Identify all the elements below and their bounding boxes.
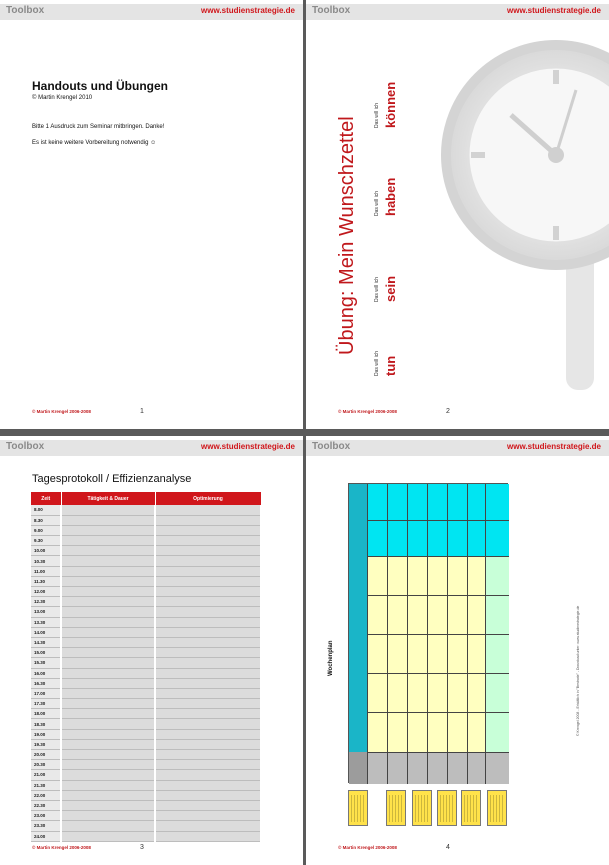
page-header [306,440,609,456]
grid-green-area [485,556,509,752]
note-card [348,790,368,826]
activity-cell[interactable] [61,546,155,556]
page-1[interactable] [0,0,303,429]
table-row [31,709,261,719]
note-card [437,790,457,826]
time-cell: 10.30 [31,556,61,566]
day-log-rows [31,505,261,841]
time-cell: 11.30 [31,576,61,586]
activity-cell[interactable] [61,811,155,821]
time-cell: 16.30 [31,678,61,688]
page-number: 2 [446,408,450,415]
page-footer: © Martin Krengel 2006-2008 [338,845,397,850]
optimization-cell[interactable] [155,637,261,647]
column-header-activity: Tätigkeit & Dauer [61,492,155,505]
activity-cell[interactable] [61,790,155,800]
optimization-cell[interactable] [155,780,261,790]
activity-cell[interactable] [61,627,155,637]
time-cell: 15.00 [31,648,61,658]
activity-cell[interactable] [61,760,155,770]
grid-row-line [367,520,509,521]
time-cell: 22.30 [31,800,61,810]
side-note: © Krengel 2008 - Erhältlich in "Bestnote" - Download unter: www.studienstrategie.de [576,605,580,736]
instruction-line: Es ist keine weitere Vorbereitung notwendig ☺ [32,140,157,146]
grid-day-labels [367,752,509,784]
page-title: Tagesprotokoll / Effizienzanalyse [32,473,192,485]
optimization-cell[interactable] [155,811,261,821]
optimization-cell[interactable] [155,607,261,617]
wish-item-haben [374,178,398,216]
table-row [31,658,261,668]
table-row [31,760,261,770]
page-footer: © Martin Krengel 2006-2008 [32,409,91,414]
table-row [31,536,261,546]
ship-wheel-clock-illustration [416,20,609,400]
time-cell: 11.00 [31,566,61,576]
grid-row-line [367,556,509,557]
activity-cell[interactable] [61,709,155,719]
optimization-cell[interactable] [155,525,261,535]
activity-cell[interactable] [61,607,155,617]
table-row [31,515,261,525]
optimization-cell[interactable] [155,688,261,698]
table-row [31,668,261,678]
note-card [412,790,432,826]
wish-prompt: Das will ich [374,350,380,376]
activity-cell[interactable] [61,821,155,831]
time-cell: 15.30 [31,658,61,668]
table-row [31,800,261,810]
table-row [31,597,261,607]
activity-cell[interactable] [61,617,155,627]
time-cell: 20.00 [31,750,61,760]
optimization-cell[interactable] [155,566,261,576]
table-row [31,648,261,658]
table-row [31,699,261,709]
optimization-cell[interactable] [155,719,261,729]
table-row [31,587,261,597]
page-header [306,4,609,20]
optimization-cell[interactable] [155,750,261,760]
grid-row-line [367,673,509,674]
optimization-cell[interactable] [155,699,261,709]
time-cell: 9.30 [31,536,61,546]
optimization-cell[interactable] [155,800,261,810]
activity-cell[interactable] [61,556,155,566]
wish-item-koennen [374,82,398,128]
time-cell: 19.00 [31,729,61,739]
activity-cell[interactable] [61,831,155,841]
optimization-cell[interactable] [155,729,261,739]
time-cell: 8.30 [31,515,61,525]
optimization-cell[interactable] [155,576,261,586]
optimization-cell[interactable] [155,770,261,780]
wish-item-tun [374,351,398,376]
time-cell: 12.30 [31,597,61,607]
optimization-cell[interactable] [155,597,261,607]
day-log-table [31,492,262,842]
toolbox-label: Toolbox [312,5,351,16]
optimization-cell[interactable] [155,658,261,668]
optimization-cell[interactable] [155,739,261,749]
table-row [31,739,261,749]
optimization-cell[interactable] [155,760,261,770]
column-header-optimization: Optimierung [155,492,261,505]
page-4[interactable] [306,436,609,865]
table-row [31,811,261,821]
time-cell: 22.00 [31,790,61,800]
wish-word: haben [383,177,398,216]
time-cell: 17.00 [31,688,61,698]
wish-word: können [383,81,398,128]
page-2[interactable] [306,0,609,429]
optimization-cell[interactable] [155,627,261,637]
table-row [31,678,261,688]
table-row [31,576,261,586]
time-cell: 16.00 [31,668,61,678]
wish-word: tun [383,355,398,376]
time-cell: 9.00 [31,525,61,535]
table-row [31,566,261,576]
activity-cell[interactable] [61,750,155,760]
optimization-cell[interactable] [155,790,261,800]
table-row [31,546,261,556]
activity-cell[interactable] [61,800,155,810]
optimization-cell[interactable] [155,709,261,719]
activity-cell[interactable] [61,587,155,597]
table-row [31,821,261,831]
optimization-cell[interactable] [155,831,261,841]
optimization-cell[interactable] [155,617,261,627]
table-row [31,607,261,617]
activity-cell[interactable] [61,597,155,607]
table-row [31,637,261,647]
activity-cell[interactable] [61,699,155,709]
toolbox-label: Toolbox [312,441,351,452]
grid-row-line [367,595,509,596]
table-row [31,770,261,780]
page-number: 4 [446,844,450,851]
table-row [31,831,261,841]
activity-cell[interactable] [61,739,155,749]
time-cell: 10.00 [31,546,61,556]
week-plan-title: Wochenplan [328,640,334,676]
grid-row-line [367,634,509,635]
optimization-cell[interactable] [155,821,261,831]
website-link[interactable]: www.studienstrategie.de [201,6,295,15]
table-row [31,750,261,760]
week-plan-grid [348,483,508,783]
activity-cell[interactable] [61,505,155,515]
table-row [31,688,261,698]
table-row [31,719,261,729]
time-cell: 17.30 [31,699,61,709]
grid-row-line [367,752,509,753]
grid-corner [349,752,367,784]
time-cell: 18.30 [31,719,61,729]
table-row [31,780,261,790]
activity-cell[interactable] [61,576,155,586]
toolbox-label: Toolbox [6,5,45,16]
time-cell: 8.00 [31,505,61,515]
optimization-cell[interactable] [155,536,261,546]
activity-cell[interactable] [61,658,155,668]
page-number: 1 [140,408,144,415]
wish-word: sein [383,275,398,302]
wish-prompt: Das will ich [374,276,380,302]
time-cell: 12.00 [31,587,61,597]
activity-cell[interactable] [61,648,155,658]
activity-cell[interactable] [61,780,155,790]
table-row [31,790,261,800]
time-cell: 14.00 [31,627,61,637]
wish-prompt: Das will ich [374,102,380,128]
time-cell: 21.30 [31,780,61,790]
time-cell: 23.00 [31,811,61,821]
table-row [31,525,261,535]
activity-cell[interactable] [61,566,155,576]
toolbox-label: Toolbox [6,441,45,452]
activity-cell[interactable] [61,525,155,535]
optimization-cell[interactable] [155,587,261,597]
time-cell: 13.00 [31,607,61,617]
page-header [0,4,303,20]
optimization-cell[interactable] [155,515,261,525]
note-card [386,790,406,826]
page-3[interactable] [0,436,303,865]
optimization-cell[interactable] [155,648,261,658]
grid-label-strip [349,484,367,752]
exercise-title: Übung: Mein Wunschzettel [336,116,358,355]
page-footer: © Martin Krengel 2006-2008 [32,845,91,850]
activity-cell[interactable] [61,536,155,546]
table-row [31,556,261,566]
time-cell: 24.00 [31,831,61,841]
copyright-line: © Martin Krengel 2010 [32,95,93,101]
note-card [461,790,481,826]
time-cell: 14.30 [31,637,61,647]
optimization-cell[interactable] [155,678,261,688]
time-cell: 18.00 [31,709,61,719]
activity-cell[interactable] [61,515,155,525]
optimization-cell[interactable] [155,668,261,678]
page-footer: © Martin Krengel 2006-2008 [338,409,397,414]
page-title: Handouts und Übungen [32,79,168,93]
column-header-time: Zeit [31,492,61,505]
website-link[interactable]: www.studienstrategie.de [201,442,295,451]
table-row [31,505,261,515]
time-cell: 13.30 [31,617,61,627]
time-cell: 23.30 [31,821,61,831]
table-row [31,627,261,637]
activity-cell[interactable] [61,719,155,729]
page-header [0,440,303,456]
wish-prompt: Das will ich [374,190,380,216]
activity-cell[interactable] [61,729,155,739]
note-card [487,790,507,826]
optimization-cell[interactable] [155,546,261,556]
table-row [31,729,261,739]
optimization-cell[interactable] [155,556,261,566]
wish-item-sein [374,276,398,302]
time-cell: 21.00 [31,770,61,780]
page-number: 3 [140,844,144,851]
activity-cell[interactable] [61,770,155,780]
activity-cell[interactable] [61,668,155,678]
website-link[interactable]: www.studienstrategie.de [507,442,601,451]
time-cell: 19.30 [31,739,61,749]
website-link[interactable]: www.studienstrategie.de [507,6,601,15]
activity-cell[interactable] [61,637,155,647]
table-row [31,617,261,627]
optimization-cell[interactable] [155,505,261,515]
time-cell: 20.30 [31,760,61,770]
instruction-line: Bitte 1 Ausdruck zum Seminar mitbringen. Danke! [32,124,165,130]
grid-row-line [367,712,509,713]
activity-cell[interactable] [61,688,155,698]
activity-cell[interactable] [61,678,155,688]
